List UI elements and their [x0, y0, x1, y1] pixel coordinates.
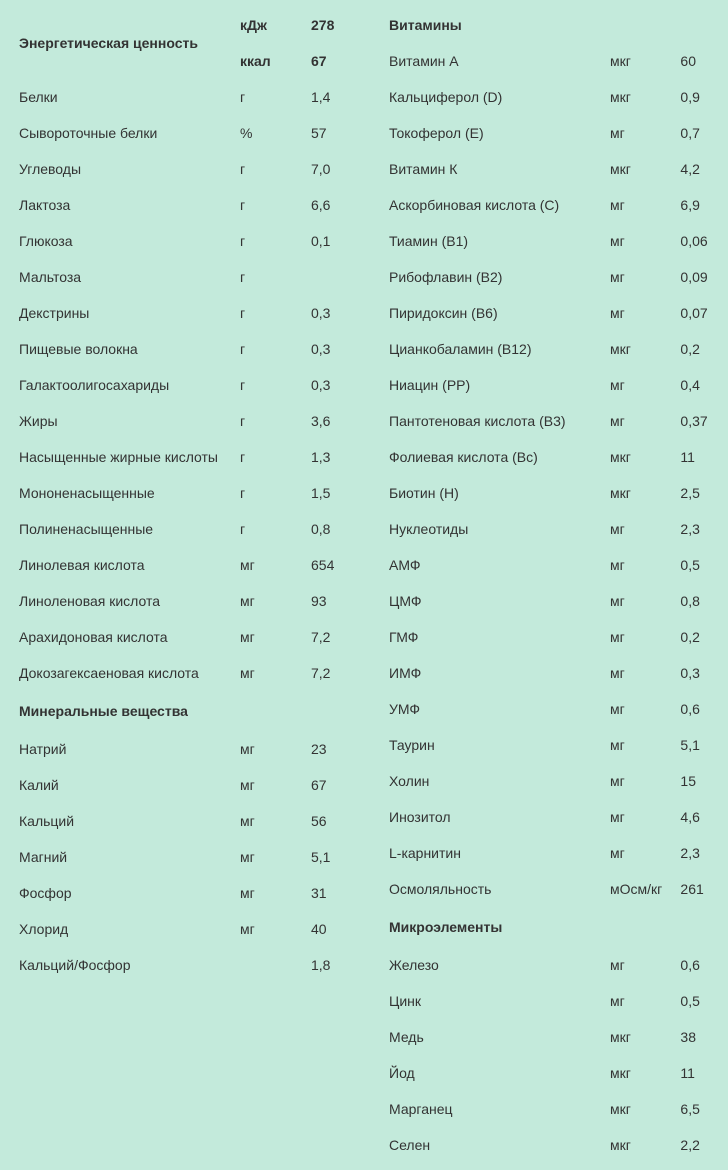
nutrient-name: Линолевая кислота [19, 557, 145, 573]
nutrient-unit: г [240, 449, 246, 465]
nutrient-value: 38 [680, 1029, 696, 1045]
table-row [389, 1019, 728, 1055]
energy-values [311, 7, 359, 79]
nutrient-unit: г [240, 485, 246, 501]
table-row [389, 583, 728, 619]
table-row [389, 403, 728, 439]
nutrient-name: Селен [389, 1137, 431, 1153]
table-row [389, 259, 728, 295]
table-row [389, 475, 728, 511]
nutrient-name: АМФ [389, 557, 421, 573]
vitamins-heading: Витамины [389, 17, 462, 33]
nutrient-unit: мг [610, 773, 625, 789]
nutrient-unit: мОсм/кг [610, 881, 663, 897]
nutrient-value: 261 [680, 881, 704, 897]
table-row [389, 439, 728, 475]
nutrient-value: 0,6 [680, 957, 700, 973]
table-row [19, 803, 359, 839]
nutrient-name: Йод [389, 1065, 415, 1081]
nutrient-name: Ниацин (РР) [389, 377, 471, 393]
nutrient-unit: мг [240, 557, 255, 573]
nutrient-value: 93 [311, 593, 327, 609]
nutrient-unit: мг [610, 845, 625, 861]
table-row [389, 983, 728, 1019]
nutrient-value: 0,2 [680, 629, 700, 645]
nutrient-value: 5,1 [680, 737, 700, 753]
nutrient-unit: мг [610, 377, 625, 393]
minerals-list [19, 731, 359, 983]
nutrient-value: 0,06 [680, 233, 708, 249]
nutrient-unit: г [240, 413, 246, 429]
nutrient-name: Осмоляльность [389, 881, 492, 897]
nutrient-name: ЦМФ [389, 593, 422, 609]
nutrient-name: Натрий [19, 741, 67, 757]
nutrient-name: Жиры [19, 413, 58, 429]
table-row [389, 799, 728, 835]
nutrient-name: Мононенасыщенные [19, 485, 155, 501]
nutrient-value: 7,0 [311, 161, 331, 177]
nutrient-name: Хлорид [19, 921, 69, 937]
nutrient-name: L-карнитин [389, 845, 461, 861]
nutrient-unit: мкг [610, 1065, 631, 1081]
nutrient-name: ГМФ [389, 629, 419, 645]
nutrient-value: 0,07 [680, 305, 708, 321]
nutrient-unit: мг [610, 233, 625, 249]
nutrient-value: 0,8 [680, 593, 700, 609]
nutrient-unit: мг [610, 269, 625, 285]
nutrient-value: 0,3 [311, 377, 331, 393]
table-row [19, 547, 359, 583]
nutrient-unit: мкг [610, 485, 631, 501]
nutrient-value: 7,2 [311, 629, 331, 645]
nutrient-value: 40 [311, 921, 327, 937]
nutrient-value: 57 [311, 125, 327, 141]
table-row [19, 331, 359, 367]
table-row [19, 511, 359, 547]
table-row [19, 911, 359, 947]
nutrient-name: Лактоза [19, 197, 71, 213]
nutrient-name: Инозитол [389, 809, 451, 825]
nutrient-name: Полиненасыщенные [19, 521, 154, 537]
table-row [19, 475, 359, 511]
nutrient-name: Рибофлавин (В2) [389, 269, 503, 285]
nutrient-unit: мкг [610, 1137, 631, 1153]
nutrient-unit: мг [610, 993, 625, 1009]
nutrient-unit: мг [610, 737, 625, 753]
nutrient-unit: мг [240, 885, 255, 901]
nutrient-value: 0,3 [311, 305, 331, 321]
nutrient-name: Тиамин (В1) [389, 233, 469, 249]
nutrient-unit: мг [240, 741, 255, 757]
nutrient-name: ИМФ [389, 665, 422, 681]
nutrient-unit: г [240, 305, 246, 321]
table-row [389, 187, 728, 223]
nutrient-name: Холин [389, 773, 430, 789]
table-row [389, 1127, 728, 1163]
nutrient-unit: мг [610, 809, 625, 825]
nutrient-name: Кальций/Фосфор [19, 957, 131, 973]
nutrient-unit: % [240, 125, 253, 141]
nutrient-unit: мг [610, 521, 625, 537]
nutrient-name: Насыщенные жирные кислоты [19, 449, 218, 465]
right-nutrition-column [389, 7, 728, 1163]
nutrient-value: 4,2 [680, 161, 700, 177]
nutrient-name: Токоферол (Е) [389, 125, 484, 141]
nutrient-unit: мг [610, 593, 625, 609]
minerals-heading: Минеральные вещества [19, 703, 188, 719]
table-row [389, 1055, 728, 1091]
nutrient-value: 0,7 [680, 125, 700, 141]
table-row [389, 871, 728, 907]
nutrient-name: Цианкобаламин (В12) [389, 341, 532, 357]
nutrient-unit: мг [240, 849, 255, 865]
nutrient-value: 0,4 [680, 377, 700, 393]
nutrient-value: 0,1 [311, 233, 331, 249]
nutrient-unit: мг [610, 629, 625, 645]
macronutrients-list [19, 79, 359, 691]
nutrient-value: 2,2 [680, 1137, 700, 1153]
nutrient-name: Мальтоза [19, 269, 82, 285]
nutrient-value: 1,5 [311, 485, 331, 501]
table-row [389, 151, 728, 187]
left-nutrition-column [19, 7, 359, 983]
table-row [389, 947, 728, 983]
nutrient-name: Арахидоновая кислота [19, 629, 168, 645]
nutrient-unit: мг [240, 629, 255, 645]
energy-value-kcal: 67 [311, 53, 327, 69]
nutrient-unit: мг [610, 197, 625, 213]
nutrient-unit: г [240, 161, 246, 177]
nutrient-value: 0,3 [680, 665, 700, 681]
nutrient-unit: мкг [610, 1029, 631, 1045]
trace-elements-section-heading [389, 907, 728, 947]
table-row [389, 547, 728, 583]
nutrient-name: Пиридоксин (В6) [389, 305, 498, 321]
table-row [19, 259, 359, 295]
energy-label: Энергетическая ценность [19, 35, 198, 51]
energy-row [19, 7, 359, 79]
table-row [389, 295, 728, 331]
nutrient-name: Пантотеновая кислота (В3) [389, 413, 566, 429]
nutrient-value: 23 [311, 741, 327, 757]
nutrient-value: 0,3 [311, 341, 331, 357]
table-row [19, 947, 359, 983]
nutrient-unit: мг [240, 593, 255, 609]
nutrient-name: Марганец [389, 1101, 453, 1117]
nutrient-value: 0,6 [680, 701, 700, 717]
nutrient-name: Белки [19, 89, 58, 105]
nutrient-name: Глюкоза [19, 233, 73, 249]
nutrient-unit: мг [610, 957, 625, 973]
nutrient-name: Докозагексаеновая кислота [19, 665, 199, 681]
nutrient-value: 2,3 [680, 845, 700, 861]
nutrient-unit: мг [610, 305, 625, 321]
nutrient-value: 1,3 [311, 449, 331, 465]
nutrient-value: 2,5 [680, 485, 700, 501]
table-row [19, 767, 359, 803]
table-row [19, 731, 359, 767]
nutrient-value: 0,5 [680, 993, 700, 1009]
nutrient-unit: мкг [610, 449, 631, 465]
nutrient-name: Фолиевая кислота (Вс) [389, 449, 538, 465]
nutrient-name: Таурин [389, 737, 435, 753]
trace-elements-list [389, 947, 728, 1163]
table-row [19, 79, 359, 115]
nutrient-value: 6,9 [680, 197, 700, 213]
nutrient-value: 56 [311, 813, 327, 829]
table-row [19, 439, 359, 475]
nutrient-value: 0,2 [680, 341, 700, 357]
nutrient-name: Углеводы [19, 161, 82, 177]
energy-unit-kcal: ккал [240, 53, 271, 69]
table-row [19, 655, 359, 691]
nutrient-unit: мг [240, 921, 255, 937]
table-row [19, 151, 359, 187]
nutrient-name: Фосфор [19, 885, 72, 901]
nutrient-unit: г [240, 233, 246, 249]
nutrient-value: 3,6 [311, 413, 331, 429]
nutrient-unit: г [240, 521, 246, 537]
nutrient-name: Калий [19, 777, 59, 793]
minerals-section-heading [19, 691, 359, 731]
nutrient-name: Цинк [389, 993, 422, 1009]
nutrient-unit: г [240, 89, 246, 105]
nutrient-unit: мкг [610, 341, 631, 357]
nutrient-value: 6,6 [311, 197, 331, 213]
table-row [389, 655, 728, 691]
nutrient-name: Пищевые волокна [19, 341, 138, 357]
vitamins-section-heading [389, 7, 728, 43]
nutrient-value: 7,2 [311, 665, 331, 681]
nutrient-unit: мкг [610, 53, 631, 69]
vitamins-list [389, 43, 728, 907]
nutrient-name: Кальций [19, 813, 75, 829]
energy-value-kj: 278 [311, 17, 335, 33]
table-row [389, 727, 728, 763]
table-row [389, 331, 728, 367]
nutrient-value: 0,9 [680, 89, 700, 105]
nutrient-value: 654 [311, 557, 335, 573]
nutrient-value: 6,5 [680, 1101, 700, 1117]
nutrient-name: Витамин К [389, 161, 458, 177]
nutrient-name: Железо [389, 957, 439, 973]
nutrient-value: 0,5 [680, 557, 700, 573]
table-row [19, 367, 359, 403]
nutrient-unit: г [240, 269, 246, 285]
nutrient-unit: мг [610, 125, 625, 141]
table-row [389, 763, 728, 799]
nutrient-name: Сывороточные белки [19, 125, 158, 141]
table-row [19, 187, 359, 223]
table-row [389, 79, 728, 115]
nutrient-value: 31 [311, 885, 327, 901]
energy-unit-kj: кДж [240, 17, 267, 33]
nutrient-unit: г [240, 377, 246, 393]
nutrient-name: УМФ [389, 701, 421, 717]
nutrient-unit: г [240, 197, 246, 213]
nutrient-value: 1,8 [311, 957, 331, 973]
nutrient-name: Биотин (Н) [389, 485, 459, 501]
trace-elements-heading: Микроэлементы [389, 919, 503, 935]
table-row [19, 295, 359, 331]
nutrient-value: 0,37 [680, 413, 708, 429]
nutrient-name: Аскорбиновая кислота (С) [389, 197, 560, 213]
nutrient-name: Линоленовая кислота [19, 593, 161, 609]
table-row [19, 583, 359, 619]
nutrient-unit: мкг [610, 89, 631, 105]
table-row [19, 875, 359, 911]
nutrient-unit: мг [610, 701, 625, 717]
nutrient-value: 4,6 [680, 809, 700, 825]
nutrient-unit: мг [240, 813, 255, 829]
nutrient-value: 5,1 [311, 849, 331, 865]
nutrient-unit: мг [610, 665, 625, 681]
table-row [19, 839, 359, 875]
nutrient-value: 2,3 [680, 521, 700, 537]
table-row [389, 223, 728, 259]
nutrient-name: Кальциферол (D) [389, 89, 503, 105]
nutrient-value: 11 [680, 1065, 695, 1081]
nutrient-name: Нуклеотиды [389, 521, 469, 537]
nutrient-value: 1,4 [311, 89, 331, 105]
nutrient-name: Магний [19, 849, 68, 865]
nutrient-name: Декстрины [19, 305, 90, 321]
nutrient-value: 15 [680, 773, 696, 789]
table-row [389, 835, 728, 871]
nutrient-name: Витамин А [389, 53, 459, 69]
nutrient-unit: мкг [610, 1101, 631, 1117]
table-row [389, 43, 728, 79]
nutrient-unit: мг [240, 665, 255, 681]
nutrient-value: 11 [680, 449, 695, 465]
table-row [389, 511, 728, 547]
table-row [19, 619, 359, 655]
nutrient-unit: мг [610, 413, 625, 429]
table-row [389, 367, 728, 403]
nutrient-name: Медь [389, 1029, 424, 1045]
nutrient-unit: г [240, 341, 246, 357]
table-row [19, 223, 359, 259]
nutrient-value: 60 [680, 53, 696, 69]
table-row [389, 691, 728, 727]
nutrient-value: 67 [311, 777, 327, 793]
energy-units [240, 7, 311, 79]
table-row [19, 403, 359, 439]
table-row [19, 115, 359, 151]
nutrient-unit: мг [610, 557, 625, 573]
nutrient-unit: мкг [610, 161, 631, 177]
table-row [389, 619, 728, 655]
nutrient-unit: мг [240, 777, 255, 793]
table-row [389, 1091, 728, 1127]
nutrient-name: Галактоолигосахариды [19, 377, 170, 393]
nutrient-value: 0,09 [680, 269, 708, 285]
nutrient-value: 0,8 [311, 521, 331, 537]
table-row [389, 115, 728, 151]
